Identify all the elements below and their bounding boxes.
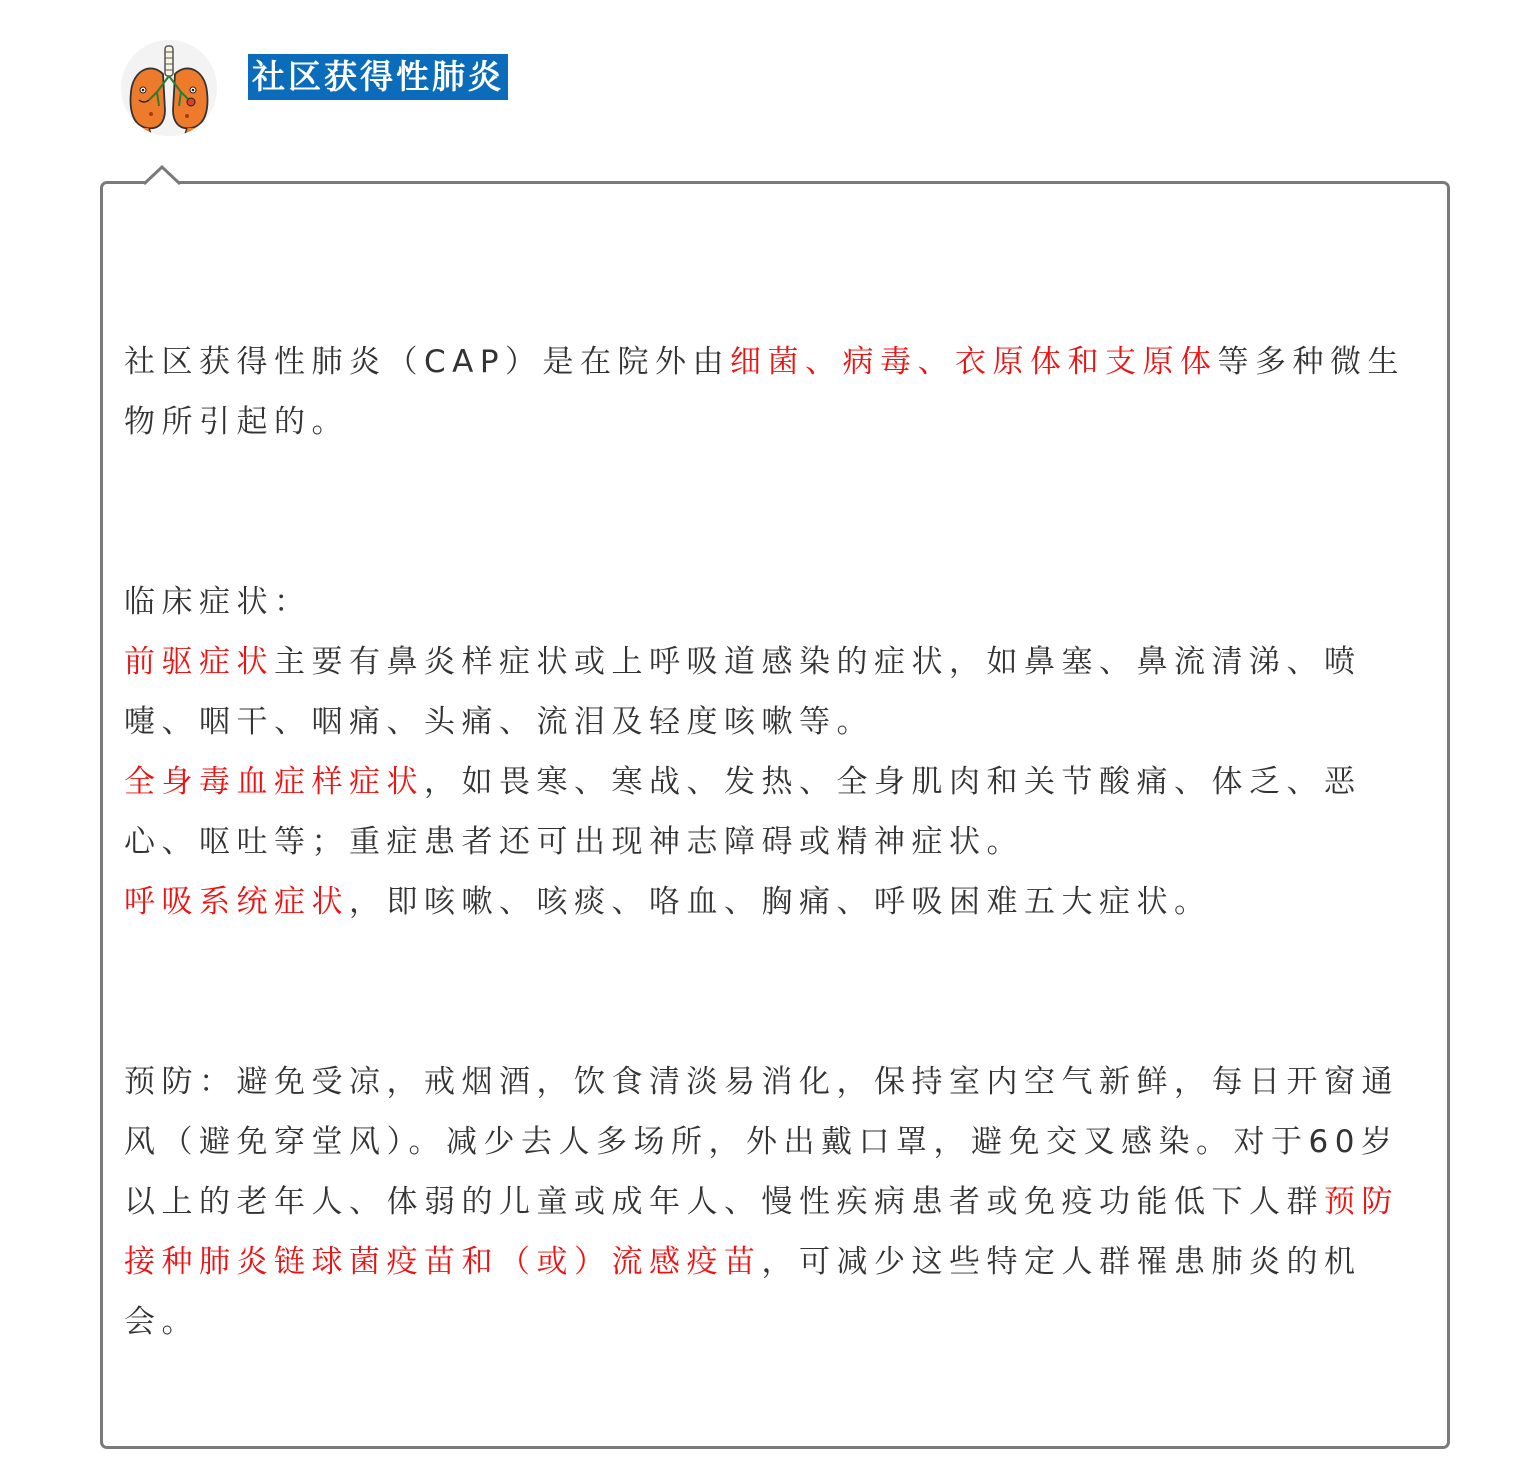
- prevention-text: 预防：避免受凉，戒烟酒，饮食清淡易消化，保持室内空气新鲜，每日开窗通风（避免穿堂风）。减少去人多场所，外出戴口罩，避免交叉感染。对于60岁以上的老年人、体弱的儿童或成年人、慢性疾病患者或免疫功能低下人群: [124, 1064, 1399, 1220]
- lungs-avatar: [121, 40, 217, 136]
- intro-text-end: 等多种微生物所引起的。: [124, 344, 1406, 440]
- intro-text: 社区获得性肺炎（CAP）是在院外由: [124, 344, 731, 380]
- prodromal-paragraph: [124, 632, 1424, 752]
- article-body: [124, 332, 1424, 1352]
- spacer: [124, 452, 1424, 572]
- spacer: [124, 932, 1424, 1052]
- prevention-text-end: ，可减少这些特定人群罹患肺炎的机会。: [124, 1244, 1362, 1340]
- prodromal-label: 前驱症状: [124, 644, 274, 680]
- respiratory-text: ，即咳嗽、咳痰、咯血、胸痛、呼吸困难五大症状。: [349, 884, 1212, 920]
- symptoms-heading: 临床症状：: [124, 584, 312, 620]
- respiratory-paragraph: [124, 872, 1424, 932]
- page-title: 社区获得性肺炎: [248, 54, 508, 100]
- toxemia-text: ，如畏寒、寒战、发热、全身肌肉和关节酸痛、体乏、恶心、呕吐等；重症患者还可出现神志障碍或精神症状。: [124, 764, 1362, 860]
- pathogen-highlight: 细菌、病毒、衣原体和支原体: [730, 344, 1218, 380]
- toxemia-paragraph: [124, 752, 1424, 872]
- prodromal-text: 主要有鼻炎样症状或上呼吸道感染的症状，如鼻塞、鼻流清涕、喷嚏、咽干、咽痛、头痛、流泪及轻度咳嗽等。: [124, 644, 1362, 740]
- prevention-paragraph: [124, 1052, 1424, 1352]
- respiratory-label: 呼吸系统症状: [124, 884, 349, 920]
- cartoon-lungs-icon: [121, 40, 217, 136]
- intro-paragraph: [124, 332, 1424, 452]
- toxemia-label: 全身毒血症样症状: [124, 764, 424, 800]
- card-pointer: [144, 165, 180, 185]
- vaccine-highlight: 预防接种肺炎链球菌疫苗和（或）流感疫苗: [124, 1184, 1399, 1280]
